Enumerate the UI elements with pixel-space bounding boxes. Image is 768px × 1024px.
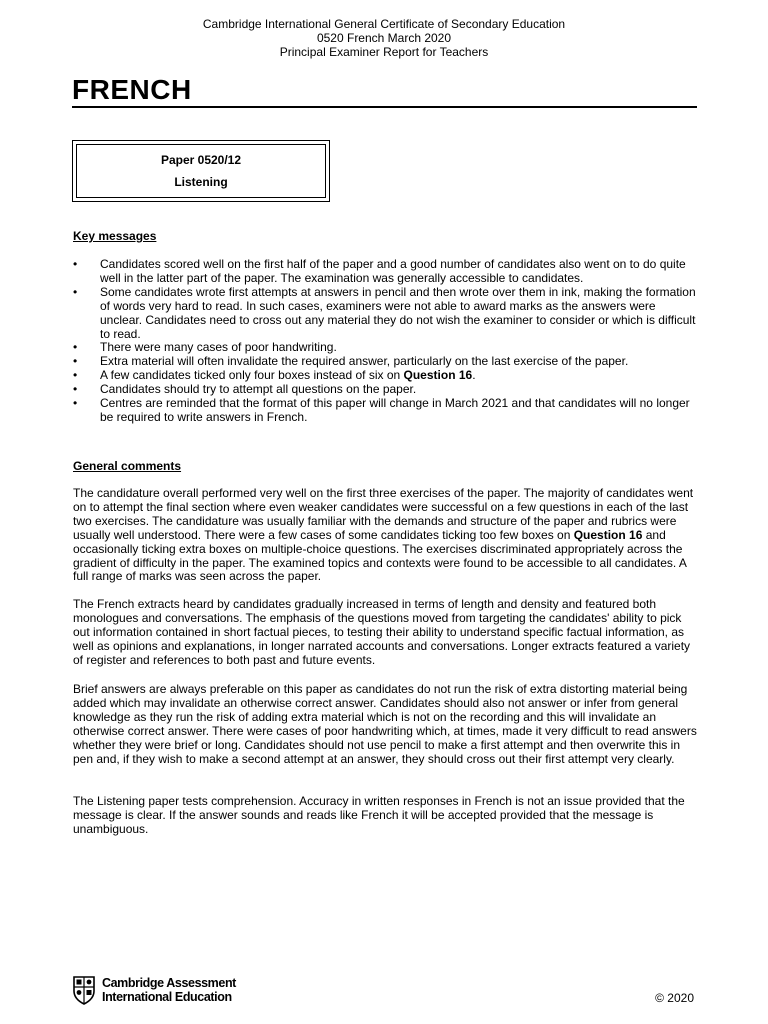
paper-info-box-inner: [76, 144, 326, 198]
general-comments-paragraph-3: Brief answers are always preferable on this paper as candidates do not run the risk of extra distorting material being added which may invalidate an otherwise correct answer. Candidates should also not answer or infer from general knowledge as they run the risk of adding extra material which is not on the recording and this will invalidate an otherwise correct answer. There were cases of poor handwriting which, at times, made it very difficult to read answers whether they were brief or long. Candidates should not use pencil to make a first attempt and then overwrite this in pen and, if they wish to make a second attempt at an answer, they should cross out their first attempt very clearly.: [73, 682, 697, 766]
bullet-icon: •: [73, 396, 78, 411]
crest-icon: [72, 975, 96, 1005]
list-item: • Candidates should try to attempt all questions on the paper.: [73, 382, 417, 397]
document-header: [0, 17, 768, 59]
list-item: • Some candidates wrote first attempts at answers in pencil and then wrote over them in ink, making the formation of words very hard to read. In such cases, examiners were not able to award marks as the answers were unclear. Candidates need to cross out any material they do not wish the examiner to consider or which is difficult to read.: [73, 284, 696, 341]
subject-divider: [72, 106, 697, 108]
general-comments-paragraph-4: The Listening paper tests comprehension. Accuracy in written responses in French is not an issue provided that the message is clear. If the answer sounds and reads like French it will be accepted provided that the message is unambiguous.: [73, 794, 685, 836]
copyright-notice: © 2020: [655, 991, 694, 1005]
question-reference: Question 16: [403, 368, 473, 383]
bullet-icon: •: [73, 340, 78, 355]
list-item: • Candidates scored well on the first half of the paper and a good number of candidates also went on to do quite well in the latter part of the paper. The examination was generally accessible to candidates.: [73, 257, 686, 285]
list-item: • There were many cases of poor handwriting.: [73, 340, 337, 355]
paper-number: Paper 0520/12: [160, 153, 242, 167]
logo-line-2: International Education: [102, 990, 232, 1004]
bullet-icon: •: [73, 354, 78, 369]
bullet-icon: •: [73, 284, 78, 299]
general-comments-paragraph-2: The French extracts heard by candidates gradually increased in terms of length and density and featured both monologues and conversations. The emphasis of the questions moved from targeting the candidates' ability to pick out information contained in short factual pieces, to testing their ability to understand specific factual information, as well as opinions and explanations, in longer narrated accounts and conversations. Longer extracts featured a variety of register and references to both past and future events.: [73, 597, 691, 667]
subject-title: FRENCH: [72, 74, 192, 105]
header-line-report-type: Principal Examiner Report for Teachers: [279, 45, 489, 59]
bullet-icon: •: [73, 257, 78, 271]
header-line-syllabus: 0520 French March 2020: [316, 31, 452, 45]
list-item: • A few candidates ticked only four boxes instead of six on Question 16.: [73, 368, 476, 383]
key-messages-list: [73, 258, 697, 425]
list-item: • Centres are reminded that the format of this paper will change in March 2021 and that candidates will no longer be required to write answers in French.: [73, 396, 690, 424]
key-messages-heading: Key messages: [73, 229, 157, 243]
general-comments-paragraph-1: The candidature overall performed very well on the first three exercises of the paper. The majority of candidates went on to attempt the final section where even weaker candidates were successful on a few questions in each of the last two exercises. The candidature was usually familiar with the demands and structure of the paper and rubrics were usually well understood. There were a few cases of some candidates ticking too few boxes on Question 16 and occasionally ticking extra boxes on multiple-choice questions. The exercises discriminated appropriately across the gradient of difficulty in the paper. The examined topics and contexts were found to be accessible to all candidates. A full range of marks was seen across the paper.: [73, 486, 694, 584]
bullet-icon: •: [73, 382, 78, 397]
general-comments-heading: General comments: [73, 459, 182, 473]
list-item: • Extra material will often invalidate the required answer, particularly on the last exercise of the paper.: [73, 354, 629, 369]
question-reference: Question 16: [573, 527, 643, 542]
logo-wordmark: [102, 976, 236, 1004]
paper-info-box: [72, 140, 330, 202]
header-line-qualification: Cambridge International General Certificate of Secondary Education: [202, 17, 566, 31]
bullet-icon: •: [73, 368, 78, 383]
logo-line-1: Cambridge Assessment: [102, 976, 236, 990]
paper-component: Listening: [174, 175, 228, 189]
cambridge-logo: [72, 975, 262, 1005]
